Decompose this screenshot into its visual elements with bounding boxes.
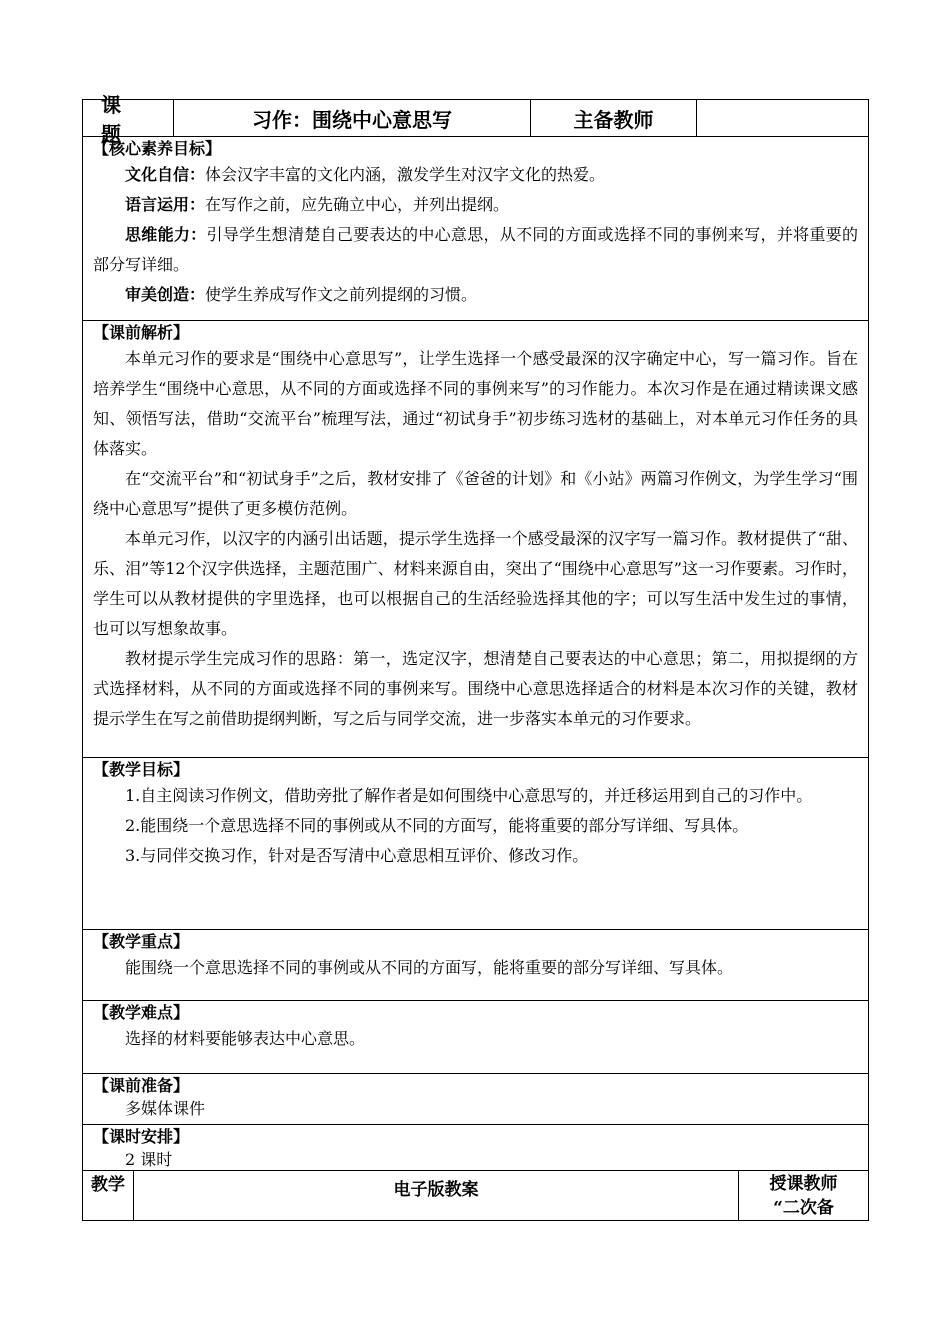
- analysis-paragraph: 本单元习作，以汉字的内涵引出话题，提示学生选择一个感受最深的汉字写一篇习作。教材提供了“甜、乐、泪”等12个汉字供选择，主题范围广、材料来源自由，突出了“围绕中心意思写”这一习作要素。习作时，学生可以从教材提供的字里选择，也可以根据自己的生活经验选择其他的字；可以写生活中发生过的事情，也可以写想象故事。: [93, 529, 858, 638]
- lead-teacher-value: [696, 100, 868, 136]
- goal-label: 思维能力：: [125, 225, 207, 244]
- section-title: 【教学难点】: [93, 1003, 190, 1022]
- topic-label: 课题: [101, 93, 139, 146]
- preparation-section: [83, 1073, 868, 1124]
- goal-item: [83, 190, 868, 220]
- section-title: 【课时安排】: [93, 1127, 190, 1146]
- key-points-text: 能围绕一个意思选择不同的事例或从不同的方面写，能将重要的部分写详细、写具体。: [125, 958, 734, 977]
- section-title: 【教学目标】: [93, 760, 190, 779]
- section-title: 【核心素养目标】: [93, 139, 222, 158]
- teaching-goal-item: 2.能围绕一个意思选择不同的事例或从不同的方面写，能将重要的部分写详细、写具体。: [125, 816, 749, 835]
- header-row: [83, 93, 868, 146]
- teaching-goal-item: 1.自主阅读习作例文，借助旁批了解作者是如何围绕中心意思写的，并迁移运用到自己的习作中。: [125, 786, 813, 805]
- lesson-plan-table: [82, 93, 869, 1221]
- goal-text: 在写作之前，应先确立中心，并列出提纲。: [205, 195, 510, 214]
- goal-text: 引导学生想清楚自己要表达的中心意思，从不同的方面或选择不同的事例来写，并将重要的部分写详细。: [93, 225, 858, 274]
- footer-e-plan-label: 电子版教案: [133, 1171, 738, 1220]
- analysis-paragraph: 在“交流平台”和“初试身手”之后，教材安排了《爸爸的计划》和《小站》两篇习作例文，为学生学习“围绕中心意思写”提供了更多模仿范例。: [93, 469, 858, 518]
- difficulties-section: [83, 1000, 868, 1073]
- teaching-goal-item: 3.与同伴交换习作，针对是否写清中心意思相互评价、修改习作。: [125, 846, 589, 865]
- footer-teacher-label: 授课教师: [769, 1174, 838, 1194]
- teaching-goals-section: [83, 757, 868, 929]
- goal-label: 文化自信：: [125, 165, 206, 184]
- lead-teacher-label: 主备教师: [530, 100, 696, 136]
- section-title: 【教学重点】: [93, 932, 190, 951]
- key-points-section: [83, 929, 868, 1000]
- preparation-text: 多媒体课件: [125, 1099, 206, 1118]
- goal-label: 语言运用：: [125, 195, 206, 214]
- footer-row: [83, 1170, 868, 1220]
- analysis-paragraph: 教材提示学生完成习作的思路：第一，选定汉字，想清楚自己要表达的中心意思；第二，用拟提纲的方式选择材料，从不同的方面或选择不同的事例来写。围绕中心意思选择适合的材料是本次习作的关键，教材提示学生在写之前借助提纲判断，写之后与同学交流，进一步落实本单元的习作要求。: [93, 649, 858, 728]
- difficulties-text: 选择的材料要能够表达中心意思。: [125, 1029, 366, 1048]
- goal-text: 体会汉字丰富的文化内涵，激发学生对汉字文化的热爱。: [205, 165, 606, 184]
- topic-title: 习作：围绕中心意思写: [173, 100, 530, 136]
- goal-label: 审美创造：: [125, 285, 206, 304]
- schedule-section: [83, 1124, 868, 1170]
- schedule-text: 2 课时: [125, 1150, 173, 1169]
- section-title: 【课前解析】: [93, 323, 190, 342]
- goal-item: [83, 160, 868, 190]
- section-title: 【课前准备】: [93, 1076, 190, 1095]
- footer-teaching-label: 教学: [91, 1175, 125, 1195]
- core-goals-section: [83, 136, 868, 320]
- goal-item: [83, 280, 868, 310]
- goal-text: 使学生养成写作文之前列提纲的习惯。: [205, 285, 478, 304]
- analysis-paragraph: 本单元习作的要求是“围绕中心意思写”，让学生选择一个感受最深的汉字确定中心，写一篇习作。旨在培养学生“围绕中心意思，从不同的方面或选择不同的事例来写”的习作能力。本次习作是在通过精读课文感知、领悟写法，借助“交流平台”梳理写法，通过“初试身手”初步练习选材的基础上，对本单元习作任务的具体落实。: [93, 349, 858, 458]
- footer-teacher-cell: [738, 1171, 868, 1220]
- footer-second-prep-label: “二次备: [773, 1198, 834, 1218]
- analysis-section: [83, 320, 868, 757]
- goal-item: [83, 220, 868, 280]
